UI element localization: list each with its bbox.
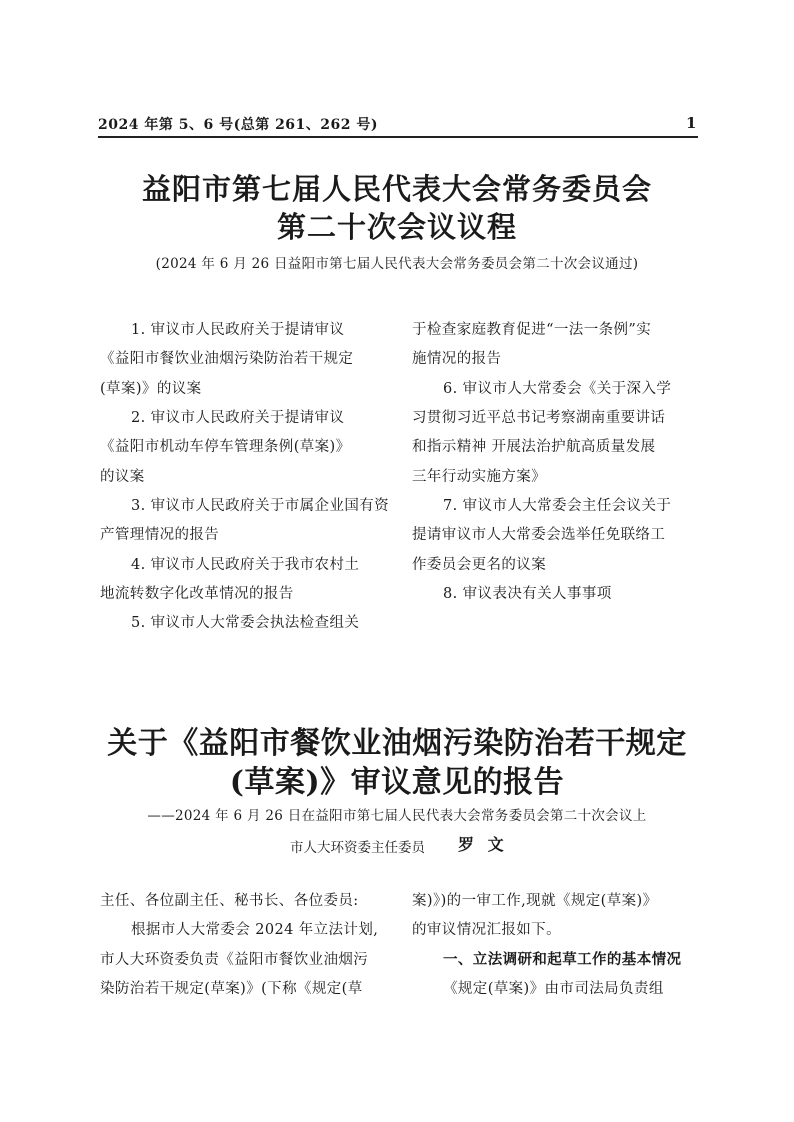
agenda-line: 和指示精神 开展法治护航高质量发展 xyxy=(412,439,656,455)
agenda-line: (草案)》的议案 xyxy=(100,381,202,397)
header-divider xyxy=(98,136,698,138)
agenda-line: 作委员会更名的议案 xyxy=(412,557,547,573)
report-section-heading: 一、立法调研和起草工作的基本情况 xyxy=(443,952,682,968)
report-line: 的审议情况汇报如下。 xyxy=(412,922,561,938)
agenda-title-line2: 第二十次会议议程 xyxy=(276,210,517,244)
agenda-line: 《益阳市机动车停车管理条例(草案)》 xyxy=(100,439,351,455)
agenda-line: 地流转数字化改革情况的报告 xyxy=(100,586,294,602)
agenda-line: 4. 审议市人民政府关于我市农村土 xyxy=(131,557,360,573)
agenda-line: 1. 审议市人民政府关于提请审议 xyxy=(131,322,345,338)
agenda-subtitle: (2024 年 6 月 26 日益阳市第七届人民代表大会常务委员会第二十次会议通过) xyxy=(155,256,639,272)
report-line: 染防治若干规定(草案)》(下称《规定(草 xyxy=(100,981,363,997)
agenda-line: 8. 审议表决有关人事事项 xyxy=(443,586,612,602)
agenda-line: 2. 审议市人民政府关于提请审议 xyxy=(131,410,345,426)
report-line: 《规定(草案)》由市司法局负责组 xyxy=(443,981,664,997)
report-line: 市人大环资委负责《益阳市餐饮业油烟污 xyxy=(100,952,369,968)
agenda-title-line1: 益阳市第七届人民代表大会常务委员会 xyxy=(141,172,652,206)
page-number: 1 xyxy=(686,114,697,132)
report-speaker-role: 市人大环资委主任委员 xyxy=(290,840,425,856)
report-line: 根据市人大常委会 2024 年立法计划, xyxy=(131,922,379,938)
agenda-line: 3. 审议市人民政府关于市属企业国有资 xyxy=(131,498,390,514)
agenda-line: 习贯彻习近平总书记考察湖南重要讲话 xyxy=(412,410,666,426)
report-subtitle: ——2024 年 6 月 26 日在益阳市第七届人民代表大会常务委员会第二十次会议上 xyxy=(147,808,647,824)
agenda-line: 《益阳市餐饮业油烟污染防治若干规定 xyxy=(100,351,354,367)
agenda-line: 6. 审议市人大常委会《关于深入学 xyxy=(443,381,672,397)
report-line: 案)》)的一审工作,现就《规定(草案)》 xyxy=(412,893,658,909)
agenda-line: 于检查家庭教育促进“一法一条例”实 xyxy=(412,322,652,338)
agenda-line: 三年行动实施方案》 xyxy=(412,469,547,485)
report-title-line1: 关于《益阳市餐饮业油烟污染防治若干规定 xyxy=(107,726,687,761)
report-title-line2: (草案)》审议意见的报告 xyxy=(229,765,565,800)
agenda-line: 7. 审议市人大常委会主任会议关于 xyxy=(443,498,672,514)
agenda-line: 产管理情况的报告 xyxy=(100,527,220,543)
agenda-line: 施情况的报告 xyxy=(412,351,502,367)
agenda-line: 的议案 xyxy=(100,469,145,485)
agenda-line: 提请审议市人大常委会选举任免联络工 xyxy=(412,527,666,543)
report-author: 罗 文 xyxy=(458,835,508,854)
report-line: 主任、各位副主任、秘书长、各位委员: xyxy=(100,893,359,909)
agenda-line: 5. 审议市人大常委会执法检查组关 xyxy=(131,615,360,631)
issue-header: 2024 年第 5、6 号(总第 261、262 号) xyxy=(98,117,379,133)
